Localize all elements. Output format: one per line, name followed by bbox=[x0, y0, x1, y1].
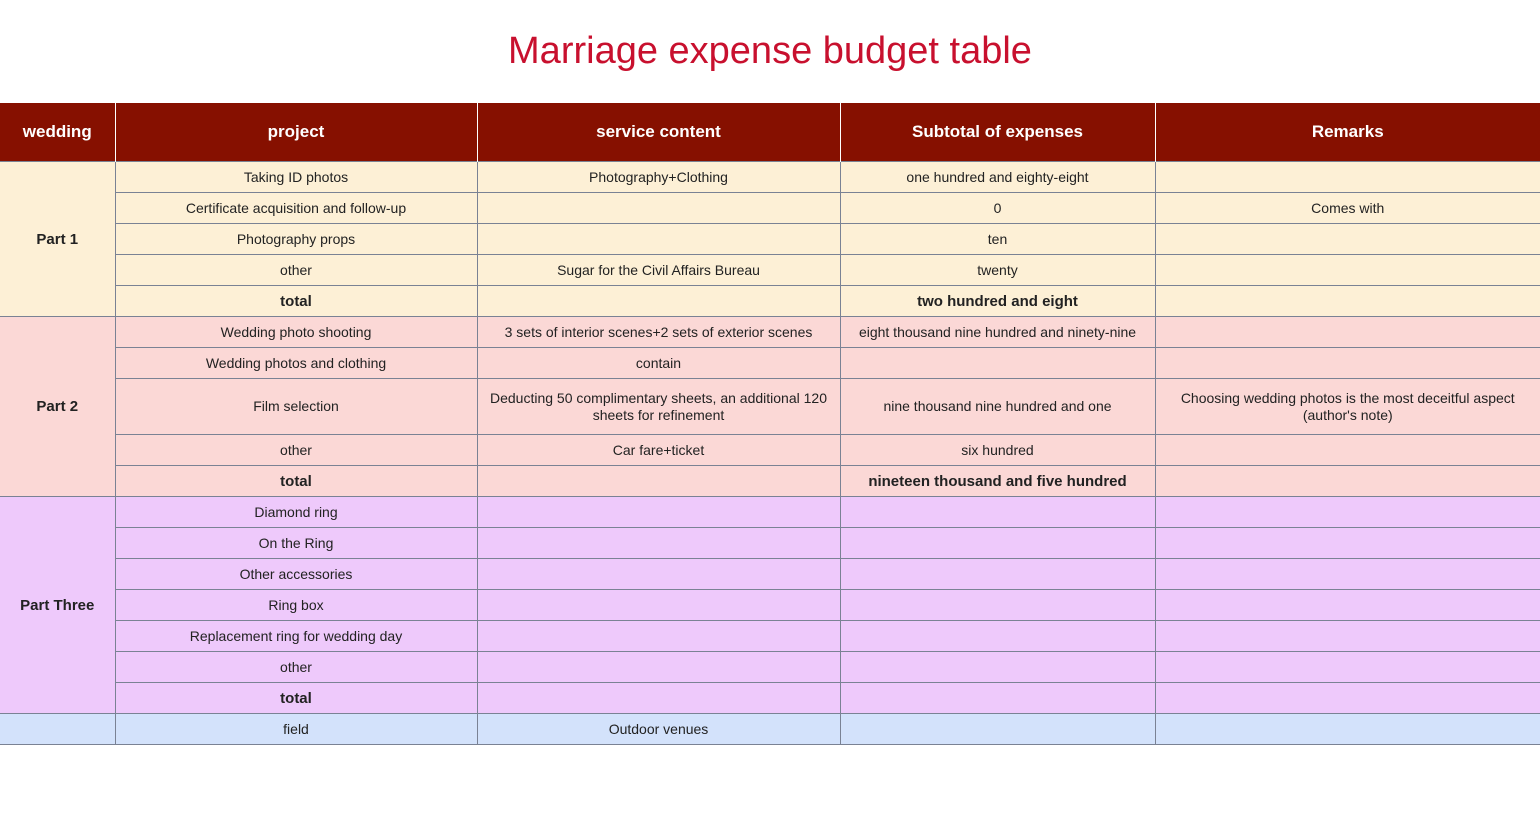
subtotal-cell bbox=[840, 559, 1155, 590]
remarks-cell bbox=[1155, 348, 1540, 379]
service-cell bbox=[477, 466, 840, 497]
remarks-cell bbox=[1155, 528, 1540, 559]
section-label: Part Three bbox=[0, 497, 115, 714]
project-cell: On the Ring bbox=[115, 528, 477, 559]
remarks-cell bbox=[1155, 162, 1540, 193]
table-row bbox=[0, 348, 1540, 379]
project-cell: Diamond ring bbox=[115, 497, 477, 528]
table-row bbox=[0, 317, 1540, 348]
subtotal-cell bbox=[840, 497, 1155, 528]
service-cell: Sugar for the Civil Affairs Bureau bbox=[477, 255, 840, 286]
remarks-cell bbox=[1155, 317, 1540, 348]
service-cell bbox=[477, 497, 840, 528]
service-cell bbox=[477, 528, 840, 559]
table-row bbox=[0, 528, 1540, 559]
section-label: Part 1 bbox=[0, 162, 115, 317]
total-row bbox=[0, 466, 1540, 497]
table-row bbox=[0, 435, 1540, 466]
table-row bbox=[0, 559, 1540, 590]
project-cell: total bbox=[115, 683, 477, 714]
total-row bbox=[0, 286, 1540, 317]
table-row bbox=[0, 193, 1540, 224]
service-cell bbox=[477, 224, 840, 255]
remarks-cell: Comes with bbox=[1155, 193, 1540, 224]
subtotal-cell: eight thousand nine hundred and ninety-nine bbox=[840, 317, 1155, 348]
table-row bbox=[0, 497, 1540, 528]
project-cell: Ring box bbox=[115, 590, 477, 621]
service-cell: Photography+Clothing bbox=[477, 162, 840, 193]
remarks-cell bbox=[1155, 683, 1540, 714]
remarks-cell bbox=[1155, 621, 1540, 652]
total-row bbox=[0, 683, 1540, 714]
subtotal-cell: ten bbox=[840, 224, 1155, 255]
remarks-cell bbox=[1155, 652, 1540, 683]
remarks-cell bbox=[1155, 559, 1540, 590]
service-cell: Deducting 50 complimentary sheets, an additional 120 sheets for refinement bbox=[477, 379, 840, 435]
remarks-cell bbox=[1155, 435, 1540, 466]
table-header-row bbox=[0, 103, 1540, 162]
remarks-cell bbox=[1155, 590, 1540, 621]
table-row bbox=[0, 379, 1540, 435]
subtotal-cell bbox=[840, 714, 1155, 745]
service-cell: Outdoor venues bbox=[477, 714, 840, 745]
remarks-cell bbox=[1155, 255, 1540, 286]
header-remarks: Remarks bbox=[1155, 103, 1540, 162]
service-cell bbox=[477, 193, 840, 224]
project-cell: Other accessories bbox=[115, 559, 477, 590]
section-label bbox=[0, 714, 115, 745]
service-cell: 3 sets of interior scenes+2 sets of exterior scenes bbox=[477, 317, 840, 348]
remarks-cell bbox=[1155, 286, 1540, 317]
subtotal-cell bbox=[840, 652, 1155, 683]
subtotal-cell: twenty bbox=[840, 255, 1155, 286]
project-cell: Film selection bbox=[115, 379, 477, 435]
header-service-content: service content bbox=[477, 103, 840, 162]
subtotal-cell: nine thousand nine hundred and one bbox=[840, 379, 1155, 435]
project-cell: other bbox=[115, 652, 477, 683]
remarks-cell bbox=[1155, 714, 1540, 745]
service-cell: contain bbox=[477, 348, 840, 379]
subtotal-cell bbox=[840, 528, 1155, 559]
project-cell: other bbox=[115, 255, 477, 286]
subtotal-cell: nineteen thousand and five hundred bbox=[840, 466, 1155, 497]
service-cell bbox=[477, 590, 840, 621]
service-cell bbox=[477, 621, 840, 652]
page-title: Marriage expense budget table bbox=[508, 30, 1032, 72]
subtotal-cell: six hundred bbox=[840, 435, 1155, 466]
project-cell: field bbox=[115, 714, 477, 745]
project-cell: Replacement ring for wedding day bbox=[115, 621, 477, 652]
service-cell bbox=[477, 286, 840, 317]
remarks-cell: Choosing wedding photos is the most deceitful aspect (author's note) bbox=[1155, 379, 1540, 435]
service-cell bbox=[477, 683, 840, 714]
table-row bbox=[0, 621, 1540, 652]
project-cell: Taking ID photos bbox=[115, 162, 477, 193]
subtotal-cell: two hundred and eight bbox=[840, 286, 1155, 317]
subtotal-cell: 0 bbox=[840, 193, 1155, 224]
header-subtotal: Subtotal of expenses bbox=[840, 103, 1155, 162]
project-cell: Photography props bbox=[115, 224, 477, 255]
subtotal-cell bbox=[840, 621, 1155, 652]
project-cell: other bbox=[115, 435, 477, 466]
table-row bbox=[0, 224, 1540, 255]
budget-table bbox=[0, 103, 1540, 745]
remarks-cell bbox=[1155, 497, 1540, 528]
remarks-cell bbox=[1155, 466, 1540, 497]
subtotal-cell bbox=[840, 590, 1155, 621]
header-wedding: wedding bbox=[0, 103, 115, 162]
table-row bbox=[0, 162, 1540, 193]
table-row bbox=[0, 714, 1540, 745]
project-cell: Wedding photo shooting bbox=[115, 317, 477, 348]
subtotal-cell bbox=[840, 683, 1155, 714]
table-row bbox=[0, 255, 1540, 286]
project-cell: total bbox=[115, 466, 477, 497]
project-cell: Certificate acquisition and follow-up bbox=[115, 193, 477, 224]
table-row bbox=[0, 652, 1540, 683]
project-cell: total bbox=[115, 286, 477, 317]
subtotal-cell: one hundred and eighty-eight bbox=[840, 162, 1155, 193]
service-cell: Car fare+ticket bbox=[477, 435, 840, 466]
section-label: Part 2 bbox=[0, 317, 115, 497]
header-project: project bbox=[115, 103, 477, 162]
table-row bbox=[0, 590, 1540, 621]
remarks-cell bbox=[1155, 224, 1540, 255]
subtotal-cell bbox=[840, 348, 1155, 379]
service-cell bbox=[477, 559, 840, 590]
service-cell bbox=[477, 652, 840, 683]
project-cell: Wedding photos and clothing bbox=[115, 348, 477, 379]
